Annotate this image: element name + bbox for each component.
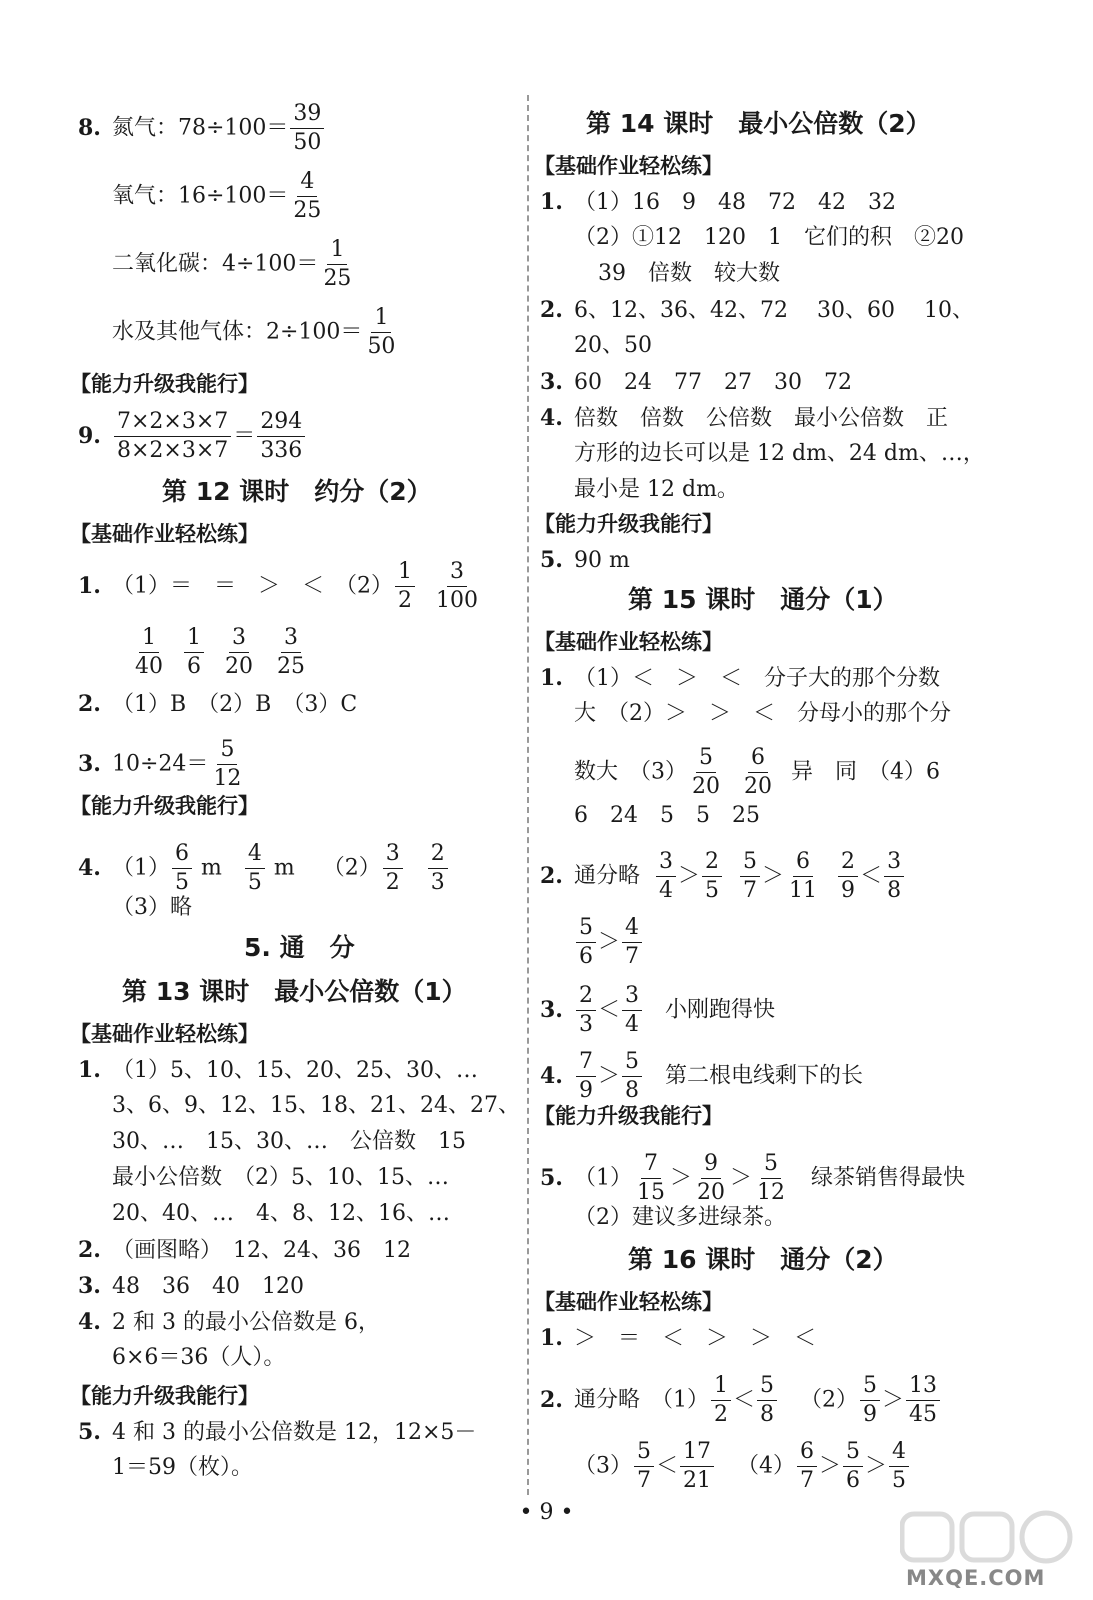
- q14-4-line3: 最小是 12 dm。: [574, 477, 739, 502]
- q9-line: 9. $\frac{7\times 2\times 3\times 7}{8\times 2\times 3\times 7}$ ＝ $\frac{294}{336}$: [78, 408, 307, 465]
- column-divider: [527, 95, 529, 1495]
- q15-1-line3: 数大 （3） $\frac{5}{20}$ $\frac{6}{20}$ 异 同 （4）6: [574, 745, 940, 799]
- q15-5-line1: 5. （1） $\frac{7}{15}$ ＞ $\frac{9}{20}$ ＞ $\frac{5}{12}$ 绿茶销售得最快: [540, 1151, 966, 1205]
- fraction: $\frac{9}{20}$: [697, 1151, 726, 1205]
- fraction: $\frac{3}{100}$: [436, 559, 478, 613]
- q12-1-line2: [130, 624, 310, 681]
- fraction: $\frac{5}{20}$: [692, 745, 720, 799]
- fraction: $\frac{294}{336}$: [257, 408, 305, 465]
- section-heading: 【基础作业轻松练】: [534, 630, 723, 654]
- q15-1-line1: 1. （1）＜ ＞ ＜ 分子大的那个分数: [540, 665, 940, 691]
- fraction: $\frac{1}{40}$: [135, 625, 163, 679]
- fraction: $\frac{4}{25}$: [293, 169, 322, 223]
- fraction: $\frac{3}{2}$: [383, 840, 403, 897]
- fraction: $\frac{7\times 2\times 3\times 7}{8\times 2\times 3\times 7}$: [114, 408, 231, 465]
- q13-4-line1: 4. 2 和 3 的最小公倍数是 6，: [78, 1309, 380, 1335]
- q12-3: 3. 10÷24＝ $\frac{5}{12}$: [78, 736, 246, 793]
- q15-3: 3. $\frac{2}{3}$ ＜ $\frac{3}{4}$ 小刚跑得快: [540, 983, 776, 1037]
- section-heading: 【能力升级我能行】: [70, 1384, 259, 1408]
- page-number: • 9 •: [519, 1500, 574, 1525]
- q13-1-line2: 3、6、9、12、15、18、21、24、27、: [112, 1093, 520, 1118]
- q15-2-line1: 2. 通分略 $\frac{3}{4}$ ＞ $\frac{2}{5}$ $\frac{5}{7}$ ＞ $\frac{6}{11}$ $\frac{2}{9}$ ＜ $\frac{3}{8}$: [540, 848, 906, 905]
- q16-2-line2: （3） $\frac{5}{7}$ ＜ $\frac{17}{21}$ （4） $\frac{6}{7}$ ＞ $\frac{5}{6}$ ＞ $\frac{4}{5}$: [574, 1438, 911, 1495]
- fraction: $\frac{5}{7}$: [634, 1438, 654, 1495]
- fraction: $\frac{2}{5}$: [702, 848, 722, 905]
- lesson-title: 第 14 课时 最小公倍数（2）: [586, 109, 931, 138]
- section-heading: 【基础作业轻松练】: [534, 154, 723, 178]
- fraction: $\frac{13}{45}$: [906, 1372, 940, 1429]
- q13-4-line2: 6×6＝36（人）。: [112, 1345, 286, 1370]
- fraction: $\frac{5}{8}$: [757, 1372, 777, 1429]
- q8-line4: 水及其他气体：2÷100＝ $\frac{1}{50}$: [112, 304, 400, 361]
- fraction: $\frac{7}{9}$: [576, 1048, 596, 1105]
- q13-5-line2: 1＝59（枚）。: [112, 1455, 253, 1480]
- q14-4-line2: 方形的边长可以是 12 dm、24 dm、…，: [574, 441, 985, 466]
- fraction: $\frac{3}{20}$: [225, 625, 253, 679]
- fraction: $\frac{39}{50}$: [290, 100, 324, 157]
- fraction: $\frac{5}{12}$: [213, 737, 242, 791]
- fraction: $\frac{6}{11}$: [789, 849, 818, 903]
- fraction: $\frac{5}{8}$: [622, 1048, 642, 1105]
- q14-2-line2: 20、50: [574, 333, 652, 358]
- watermark-text: MXQE.COM: [906, 1566, 1046, 1590]
- q14-1-line1: 1. （1）16 9 48 72 42 32: [540, 189, 896, 215]
- fraction: $\frac{3}{4}$: [622, 982, 642, 1039]
- q15-5-line2: （2）建议多进绿茶。: [574, 1205, 786, 1230]
- q15-2-line2: $\frac{5}{6}$ ＞ $\frac{4}{7}$: [574, 914, 644, 971]
- fraction: $\frac{5}{12}$: [757, 1151, 786, 1205]
- q8-line2: 氧气：16÷100＝ $\frac{4}{25}$: [112, 168, 326, 225]
- fraction: $\frac{2}{9}$: [838, 848, 858, 905]
- fraction: $\frac{5}{7}$: [740, 848, 760, 905]
- section-heading: 【基础作业轻松练】: [534, 1290, 723, 1314]
- lesson-title: 第 12 课时 约分（2）: [162, 477, 432, 506]
- fraction: $\frac{1}{6}$: [184, 624, 204, 681]
- q13-3: 3. 48 36 40 120: [78, 1273, 304, 1299]
- q14-1-line2: （2）①12 120 1 它们的积 ②20: [574, 225, 964, 250]
- fraction: $\frac{3}{8}$: [884, 848, 904, 905]
- q12-2: 2. （1）B （2）B （3）C: [78, 691, 358, 717]
- q13-1-line1: 1. （1）5、10、15、20、25、30、…: [78, 1057, 478, 1083]
- q13-1-line5: 20、40、… 4、8、12、16、…: [112, 1201, 450, 1226]
- section-heading: 【基础作业轻松练】: [70, 1022, 259, 1046]
- lesson-title: 第 15 课时 通分（1）: [628, 585, 898, 614]
- q16-2-line1: 2. 通分略 （1） $\frac{1}{2}$ ＜ $\frac{5}{8}$ （2） $\frac{5}{9}$ ＞ $\frac{13}{45}$: [540, 1372, 942, 1429]
- fraction: $\frac{2}{3}$: [576, 982, 596, 1039]
- fraction: $\frac{6}{5}$: [172, 840, 192, 897]
- fraction: $\frac{17}{21}$: [680, 1438, 714, 1495]
- q12-4-line2: （3）略: [112, 895, 192, 920]
- q13-1-line3: 30、… 15、30、… 公倍数 15: [112, 1129, 466, 1154]
- q16-1: 1. ＞ ＝ ＜ ＞ ＞ ＜: [540, 1325, 817, 1351]
- fraction: $\frac{4}{5}$: [245, 840, 265, 897]
- fraction: $\frac{6}{7}$: [797, 1438, 817, 1495]
- fraction: $\frac{7}{15}$: [637, 1151, 665, 1205]
- unit-title: 5. 通 分: [244, 933, 355, 962]
- fraction: $\frac{1}{50}$: [367, 305, 396, 359]
- q8-line3: 二氧化碳：4÷100＝ $\frac{1}{25}$: [112, 236, 356, 293]
- fraction: $\frac{3}{4}$: [656, 848, 676, 905]
- q14-2-line1: 2. 6、12、36、42、72 30、60 10、: [540, 297, 974, 323]
- fraction: $\frac{1}{2}$: [711, 1372, 731, 1429]
- q14-4-line1: 4. 倍数 倍数 公倍数 最小公倍数 正: [540, 405, 949, 431]
- q14-3: 3. 60 24 77 27 30 72: [540, 369, 852, 395]
- q12-1-line1: 1. （1）＝ ＝ ＞ ＜ （2） $\frac{1}{2}$ $\frac{3}{100}$: [78, 558, 483, 615]
- section-heading: 【能力升级我能行】: [70, 794, 259, 818]
- q15-4: 4. $\frac{7}{9}$ ＞ $\frac{5}{8}$ 第二根电线剩下的长: [540, 1049, 864, 1103]
- fraction: $\frac{3}{25}$: [277, 625, 305, 679]
- q15-1-line2: 大 （2）＞ ＞ ＜ 分母小的那个分: [574, 701, 951, 726]
- fraction: $\frac{5}{6}$: [576, 914, 596, 971]
- fraction: $\frac{1}{25}$: [323, 237, 352, 291]
- q13-1-line4: 最小公倍数 （2）5、10、15、…: [112, 1165, 449, 1190]
- q15-1-line4: 6 24 5 5 25: [574, 803, 760, 828]
- fraction: $\frac{4}{5}$: [889, 1438, 909, 1495]
- fraction: $\frac{1}{2}$: [395, 558, 415, 615]
- q13-5-line1: 5. 4 和 3 的最小公倍数是 12，12×5－: [78, 1419, 477, 1445]
- fraction: $\frac{6}{20}$: [744, 745, 772, 799]
- fraction: $\frac{5}{9}$: [860, 1372, 880, 1429]
- q8-line1: 8. 氮气：78÷100＝ $\frac{39}{50}$: [78, 100, 326, 157]
- section-heading: 【能力升级我能行】: [534, 1104, 723, 1128]
- section-heading: 【能力升级我能行】: [70, 372, 259, 396]
- q12-4-line1: 4. （1） $\frac{6}{5}$ m $\frac{4}{5}$ m （2） $\frac{3}{2}$ $\frac{2}{3}$: [78, 840, 450, 897]
- lesson-title: 第 13 课时 最小公倍数（1）: [122, 977, 467, 1006]
- section-heading: 【能力升级我能行】: [534, 512, 723, 536]
- fraction: $\frac{2}{3}$: [428, 840, 448, 897]
- section-heading: 【基础作业轻松练】: [70, 522, 259, 546]
- fraction: $\frac{5}{6}$: [843, 1438, 863, 1495]
- q13-2: 2. （画图略） 12、24、36 12: [78, 1237, 411, 1263]
- q14-5: 5. 90 m: [540, 547, 630, 573]
- fraction: $\frac{4}{7}$: [622, 914, 642, 971]
- q14-1-line3: 39 倍数 较大数: [598, 261, 780, 286]
- lesson-title: 第 16 课时 通分（2）: [628, 1245, 898, 1274]
